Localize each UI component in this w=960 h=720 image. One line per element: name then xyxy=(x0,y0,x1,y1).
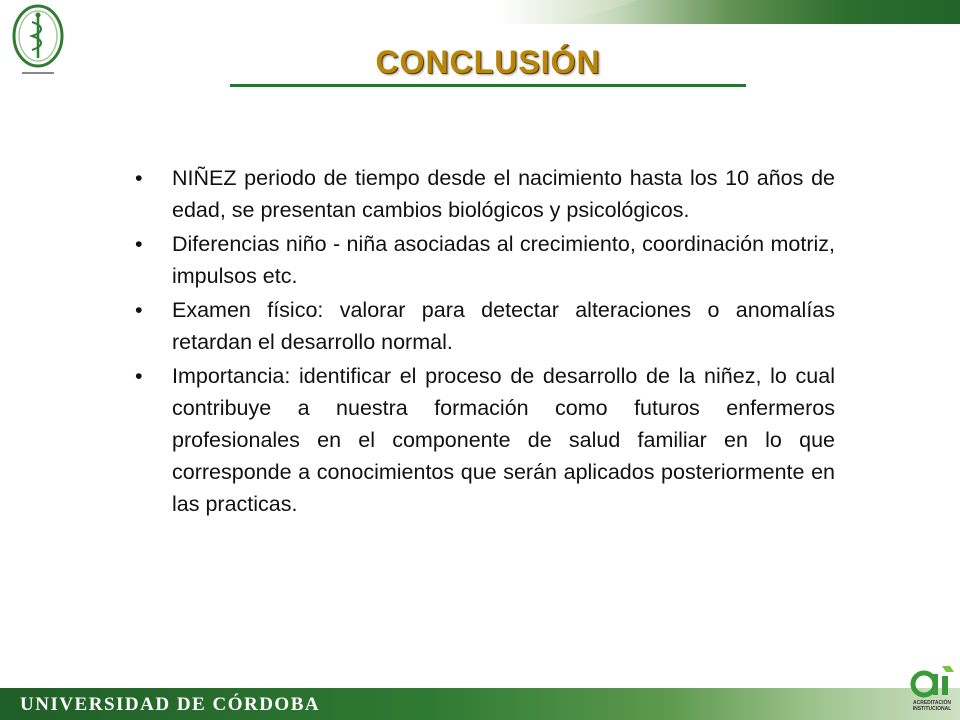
bullet-text: Importancia: identificar el proceso de desarrollo de la niñez, lo cual contribuye a nuestra formación como futuros enfermeros profesionales en el componente de salud familiar en lo que corresponde a conocimientos que serán aplicados posteriormente en las practicas. xyxy=(172,364,835,516)
conclusion-bullet-list xyxy=(135,162,835,522)
bullet-dot: • xyxy=(135,166,143,190)
bullet-dot: • xyxy=(135,364,143,388)
bullet-text: Diferencias niño - niña asociadas al crecimiento, coordinación motriz, impulsos etc. xyxy=(172,232,835,288)
slide-title xyxy=(230,40,746,86)
bullet-item xyxy=(135,162,835,226)
bullet-text: Examen físico: valorar para detectar alteraciones o anomalías retardan el desarrollo normal. xyxy=(172,298,835,354)
university-name: UNIVERSIDAD DE CÓRDOBA xyxy=(20,694,321,715)
bullet-dot: • xyxy=(135,232,143,256)
accreditation-caption: ACREDITACIÓN INSTITUCIONAL xyxy=(912,700,952,712)
bullet-item xyxy=(135,294,835,358)
bullet-item xyxy=(135,360,835,520)
slide-title-text: CONCLUSIÓN xyxy=(375,44,601,80)
title-underline xyxy=(230,84,746,87)
university-crest-icon xyxy=(8,4,68,80)
bullet-dot: • xyxy=(135,298,143,322)
bullet-item xyxy=(135,228,835,292)
bullet-text: NIÑEZ periodo de tiempo desde el nacimiento hasta los 10 años de edad, se presentan cambios biológicos y psicológicos. xyxy=(172,166,835,222)
